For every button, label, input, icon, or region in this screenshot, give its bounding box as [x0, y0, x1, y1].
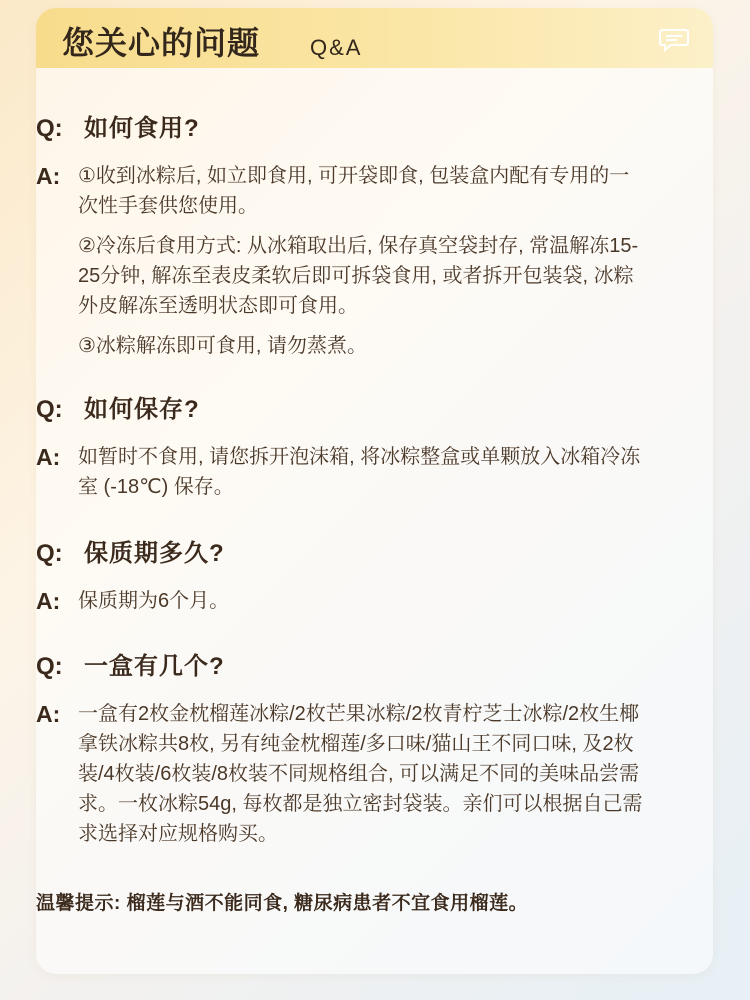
question-row: [36, 533, 646, 568]
warm-tip: 温馨提示: 榴莲与酒不能同食, 糖尿病患者不宜食用榴莲。: [36, 893, 529, 914]
a-label: A:: [36, 701, 61, 727]
answer-row: [36, 442, 646, 502]
page-subtitle: Q&A: [310, 35, 363, 60]
answer-body: [78, 442, 646, 502]
q-label: Q:: [36, 115, 63, 142]
answer-row: [36, 699, 646, 849]
answer-paragraph: ③冰粽解冻即可食用, 请勿蒸煮。: [78, 335, 368, 357]
question-row: [36, 646, 646, 681]
answer-paragraph: 如暂时不食用, 请您拆开泡沫箱, 将冰粽整盒或单颗放入冰箱冷冻室 (-18℃) 保存。: [78, 446, 641, 498]
question-row: [36, 389, 646, 424]
answer-body: [78, 161, 646, 361]
question-text: 如何食用?: [84, 115, 200, 142]
question-text: 一盒有几个?: [84, 653, 225, 680]
question-text: 保质期多久?: [84, 540, 225, 567]
a-label: A:: [36, 588, 61, 614]
faq-item: [36, 533, 646, 616]
question-text: 如何保存?: [84, 396, 200, 423]
answer-paragraph: 一盒有2枚金枕榴莲冰粽/2枚芒果冰粽/2枚青柠芝士冰粽/2枚生椰拿铁冰粽共8枚, 另有纯金枕榴莲/多口味/猫山王不同口味, 及2枚装/4枚装/6枚装/8枚装不同规格组合, 可以满足不同的美味品尝需求。一枚冰粽54g, 每枚都是独立密封袋装。亲们可以根据自己需求选择对应规格购买。: [78, 703, 643, 845]
answer-paragraph: 保质期为6个月。: [78, 590, 230, 612]
answer-body: [78, 699, 646, 849]
answer-row: [36, 161, 646, 361]
page-title: 您关心的问题: [62, 25, 261, 61]
q-label: Q:: [36, 540, 63, 567]
faq-item: [36, 646, 646, 849]
question-row: [36, 108, 646, 143]
faq-item: [36, 389, 646, 502]
q-label: Q:: [36, 653, 63, 680]
q-label: Q:: [36, 396, 63, 423]
faq-item: [36, 108, 646, 361]
faq-header: [36, 8, 713, 68]
a-label: A:: [36, 444, 61, 470]
answer-body: [78, 586, 646, 616]
answer-paragraph: ②冷冻后食用方式: 从冰箱取出后, 保存真空袋封存, 常温解冻15-25分钟, 解冻至表皮柔软后即可拆袋食用, 或者拆开包装袋, 冰粽外皮解冻至透明状态即可食用。: [78, 235, 639, 317]
a-label: A:: [36, 163, 61, 189]
answer-row: [36, 586, 646, 616]
answer-paragraph: ①收到冰粽后, 如立即食用, 可开袋即食, 包装盒内配有专用的一次性手套供您使用。: [78, 165, 630, 217]
chat-bubble-icon: [659, 28, 689, 52]
